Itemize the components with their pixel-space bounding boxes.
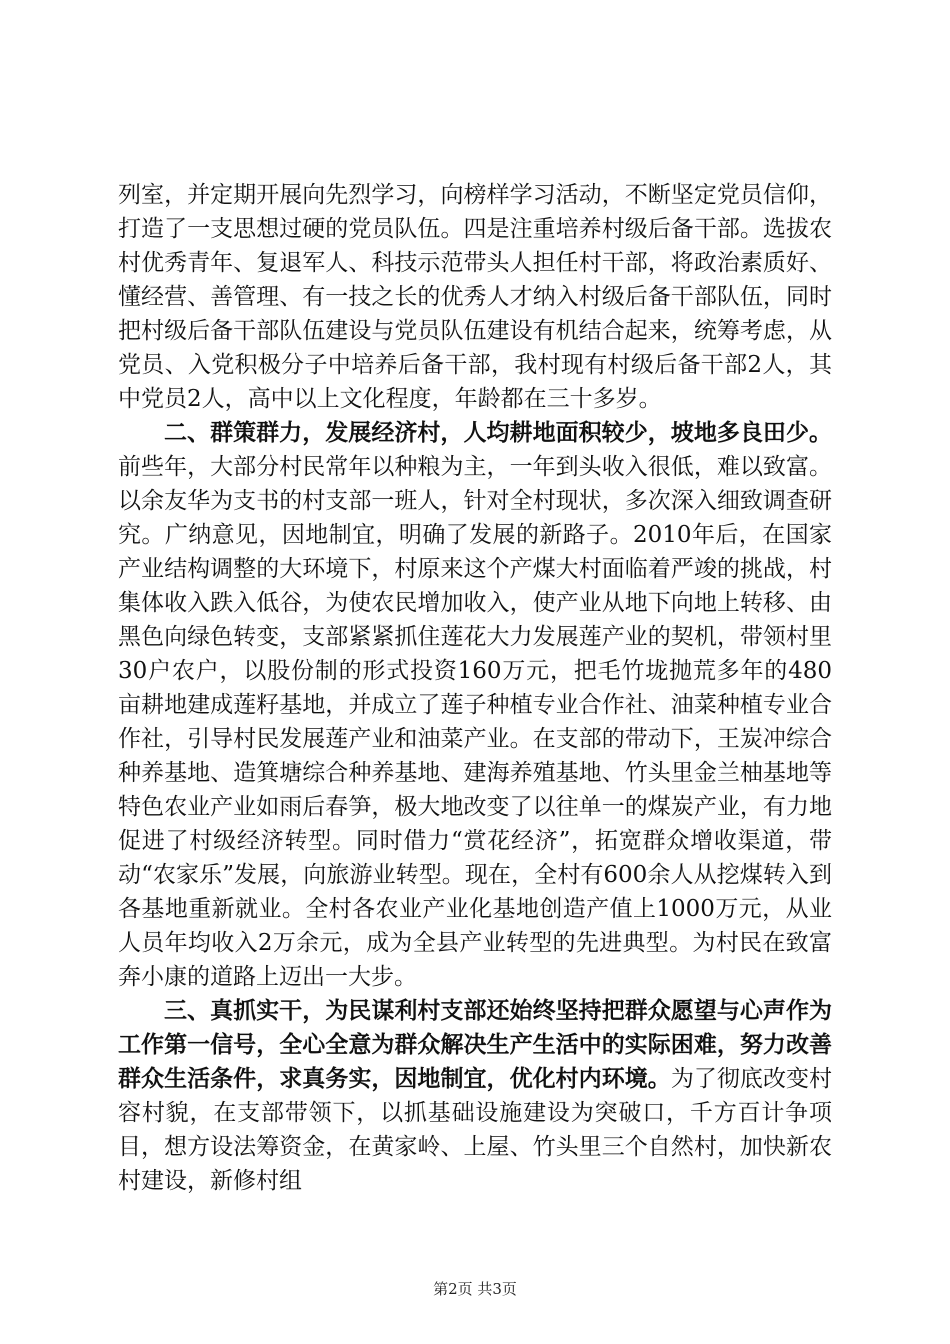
paragraph-3-heading: 三、真抓实干，为民谋利村支部还始终坚持把群众愿望与心声作为工作第一信号，全心全意为群众解决生产生活中的实际困难，努力改善群众生活条件，求真务实，因地制宜，优化村内环境。 xyxy=(118,998,832,1092)
paragraph-1 xyxy=(118,178,832,416)
paragraph-2 xyxy=(118,416,832,994)
paragraph-1-text: 列室，并定期开展向先烈学习，向榜样学习活动，不断坚定党员信仰，打造了一支思想过硬的党员队伍。四是注重培养村级后备干部。选拔农村优秀青年、复退军人、科技示范带头人担任村干部，将政治素质好、懂经营、善管理、有一技之长的优秀人才纳入村级后备干部队伍，同时把村级后备干部队伍建设与党员队伍建设有机结合起来，统筹考虑，从党员、入党积极分子中培养后备干部，我村现有村级后备干部2人，其中党员2人，高中以上文化程度，年龄都在三十多岁。 xyxy=(118,182,832,412)
paragraph-2-heading: 二、群策群力，发展经济村，人均耕地面积较少，坡地多良田少。 xyxy=(164,420,832,446)
document-body xyxy=(118,178,832,1198)
paragraph-2-text: 前些年，大部分村民常年以种粮为主，一年到头收入很低，难以致富。以余友华为支书的村支部一班人，针对全村现状，多次深入细致调查研究。广纳意见，因地制宜，明确了发展的新路子。2010年后，在国家产业结构调整的大环境下，村原来这个产煤大村面临着严竣的挑战，村集体收入跌入低谷，为使农民增加收入，使产业从地下向地上转移、由黑色向绿色转变，支部紧紧抓住莲花大力发展莲产业的契机，带领村里30户农户，以股份制的形式投资160万元，把毛竹垅抛荒多年的480亩耕地建成莲籽基地，并成立了莲子种植专业合作社、油菜种植专业合作社，引导村民发展莲产业和油菜产业。在支部的带动下，王炭冲综合种养基地、造箕塘综合种养基地、建海养殖基地、竹头里金兰柚基地等特色农业产业如雨后春笋，极大地改变了以往单一的煤炭产业，有力地促进了村级经济转型。同时借力“赏花经济”，拓宽群众增收渠道，带动“农家乐”发展，向旅游业转型。现在，全村有600余人从挖煤转入到各基地重新就业。全村各农业产业化基地创造产值上1000万元，从业人员年均收入2万余元，成为全县产业转型的先进典型。为村民在致富奔小康的道路上迈出一大步。 xyxy=(118,454,832,990)
page-footer xyxy=(0,1278,950,1299)
page-number-label: 第2页 共3页 xyxy=(433,1280,517,1298)
paragraph-3-text: 为了彻底改变村容村貌，在支部带领下，以抓基础设施建设为突破口，千方百计争项目，想方设法筹资金，在黄家岭、上屋、竹头里三个自然村，加快新农村建设，新修村组 xyxy=(118,1066,833,1194)
paragraph-3 xyxy=(118,994,832,1198)
